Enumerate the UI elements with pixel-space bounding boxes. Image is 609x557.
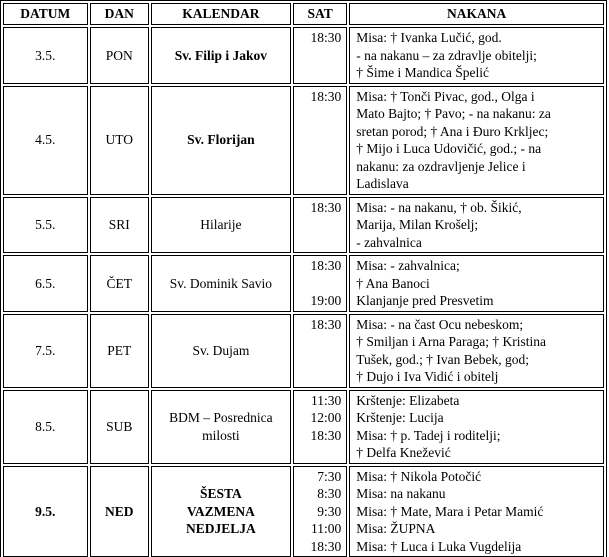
- cell-dan: [90, 255, 149, 312]
- cell-kalendar: [151, 466, 291, 557]
- cell-nakana-line: Misa: na nakanu: [356, 486, 446, 501]
- cell-dan: [90, 314, 149, 388]
- cell-dan: [90, 466, 149, 557]
- cell-kalendar: [151, 197, 291, 254]
- cell-datum-line: 3.5.: [35, 47, 56, 63]
- cell-nakana: [349, 314, 604, 388]
- cell-sat: [293, 466, 347, 557]
- cell-nakana-line: Misa: - zahvalnica;: [356, 258, 460, 273]
- cell-nakana-line: Misa: † Ivanka Lučić, god.: [356, 30, 502, 45]
- cell-kalendar: [151, 255, 291, 312]
- cell-datum: [3, 27, 88, 84]
- cell-sat: [293, 197, 347, 254]
- column-header-sat: SAT: [293, 3, 347, 25]
- cell-dan: [90, 390, 149, 464]
- cell-dan-line: SRI: [108, 217, 130, 232]
- cell-datum: [3, 86, 88, 195]
- cell-nakana-line: Krštenje: Lucija: [356, 410, 444, 425]
- cell-dan-line: ČET: [106, 275, 132, 291]
- table-row: [3, 255, 604, 312]
- cell-kalendar-line: VAZMENA: [186, 503, 255, 519]
- cell-sat-line: 18:30: [310, 427, 342, 443]
- cell-datum-line: 6.5.: [35, 275, 56, 291]
- cell-kalendar-line: Sv. Dujam: [192, 342, 250, 358]
- cell-sat-line: 18:30: [310, 199, 342, 215]
- column-header-dan: DAN: [90, 3, 149, 25]
- cell-kalendar-line: BDM – Posrednica: [169, 410, 273, 425]
- table-row: [3, 390, 604, 464]
- cell-nakana: [349, 27, 604, 84]
- cell-kalendar-line: ŠESTA: [200, 486, 242, 501]
- cell-datum-line: 4.5.: [35, 132, 56, 148]
- cell-sat-line: 18:30: [310, 316, 342, 332]
- cell-sat-line: 18:30: [310, 258, 342, 273]
- cell-nakana-line: Misa: - na nakanu, † ob. Šikić,: [356, 199, 522, 215]
- cell-datum-line: 5.5.: [35, 217, 56, 232]
- cell-sat-line: 19:00: [310, 293, 342, 308]
- cell-sat-line: 11:00: [311, 521, 342, 536]
- cell-nakana: [349, 197, 604, 254]
- cell-sat-line: 11:30: [311, 392, 342, 408]
- cell-dan-line: UTO: [105, 132, 134, 148]
- schedule-body: [3, 27, 604, 557]
- cell-sat-line: 12:00: [310, 410, 342, 425]
- cell-nakana: [349, 255, 604, 312]
- cell-kalendar: [151, 390, 291, 464]
- cell-nakana-line: Misa: † p. Tadej i roditelji;: [356, 427, 501, 443]
- cell-sat-line: 7:30: [317, 468, 342, 484]
- cell-nakana-line: Misa: ŽUPNA: [356, 521, 436, 536]
- cell-dan-line: NED: [105, 503, 134, 519]
- cell-datum: [3, 255, 88, 312]
- cell-sat-line: [294, 275, 341, 293]
- cell-nakana-line: † Mijo i Luca Udovičić, god.; - na: [356, 141, 542, 156]
- cell-nakana-line: † Smiljan i Arna Paraga; † Kristina: [356, 334, 546, 349]
- cell-sat-line: 18:30: [310, 30, 342, 45]
- cell-nakana: [349, 466, 604, 557]
- cell-kalendar-line: NEDJELJA: [186, 521, 256, 536]
- cell-datum: [3, 314, 88, 388]
- table-row: [3, 86, 604, 195]
- cell-kalendar: [151, 86, 291, 195]
- cell-datum-line: 9.5.: [35, 503, 56, 519]
- cell-kalendar: [151, 27, 291, 84]
- cell-sat-line: 9:30: [317, 503, 342, 519]
- cell-nakana: [349, 86, 604, 195]
- cell-nakana-line: Misa: - na čast Ocu nebeskom;: [356, 316, 524, 332]
- column-header-datum: DATUM: [3, 3, 88, 25]
- cell-dan: [90, 27, 149, 84]
- table-row: [3, 197, 604, 254]
- cell-nakana-line: Marija, Milan Krošelj;: [356, 217, 479, 232]
- cell-nakana-line: † Šime i Mandica Špelić: [356, 65, 489, 80]
- cell-dan-line: PON: [105, 47, 133, 63]
- table-row: [3, 314, 604, 388]
- cell-sat: [293, 86, 347, 195]
- cell-nakana-line: Mato Bajto; † Pavo; - na nakanu: za: [356, 106, 551, 121]
- cell-nakana-line: Ladislava: [356, 176, 409, 191]
- column-header-kalendar: KALENDAR: [151, 3, 291, 25]
- cell-nakana-line: - zahvalnica: [356, 234, 422, 250]
- cell-nakana-line: sretan porod; † Ana i Đuro Krkljec;: [356, 123, 549, 139]
- cell-sat-line: 18:30: [310, 538, 342, 554]
- cell-kalendar-line: Hilarije: [200, 217, 242, 232]
- cell-nakana-line: Misa: † Mate, Mara i Petar Mamić: [356, 503, 544, 519]
- column-header-nakana: NAKANA: [349, 3, 604, 25]
- cell-nakana: [349, 390, 604, 464]
- cell-sat: [293, 255, 347, 312]
- cell-nakana-line: - na nakanu – za zdravlje obitelji;: [356, 47, 537, 63]
- table-row: [3, 466, 604, 557]
- cell-nakana-line: nakanu: za ozdravljenje Jelice i: [356, 158, 526, 174]
- cell-datum: [3, 466, 88, 557]
- cell-sat: [293, 314, 347, 388]
- cell-nakana-line: † Delfa Knežević: [356, 445, 451, 460]
- cell-kalendar-line: Sv. Filip i Jakov: [174, 47, 268, 63]
- cell-nakana-line: Misa: † Tonči Pivac, god., Olga i: [356, 88, 535, 104]
- cell-sat: [293, 390, 347, 464]
- cell-nakana-line: † Ana Banoci: [356, 275, 430, 291]
- cell-dan-line: PET: [107, 342, 132, 358]
- cell-dan: [90, 197, 149, 254]
- cell-kalendar: [151, 314, 291, 388]
- cell-sat: [293, 27, 347, 84]
- cell-nakana-line: Tušek, god.; † Ivan Bebek, god;: [356, 351, 529, 367]
- cell-nakana-line: Klanjanje pred Presvetim: [356, 293, 494, 308]
- cell-datum-line: 8.5.: [35, 418, 56, 434]
- cell-sat-line: 8:30: [317, 486, 342, 501]
- cell-dan: [90, 86, 149, 195]
- cell-kalendar-line: Sv. Dominik Savio: [169, 275, 273, 291]
- cell-kalendar-line: Sv. Florijan: [187, 132, 255, 148]
- header-row: [3, 3, 604, 25]
- cell-sat-line: 18:30: [310, 88, 342, 104]
- cell-nakana-line: Misa: † Nikola Potočić: [356, 468, 482, 484]
- cell-datum: [3, 197, 88, 254]
- cell-nakana-line: Misa: † Luca i Luka Vugdelija: [356, 538, 522, 554]
- cell-datum: [3, 390, 88, 464]
- cell-nakana-line: † Dujo i Iva Vidić i obitelj: [356, 369, 499, 384]
- cell-datum-line: 7.5.: [35, 342, 56, 358]
- table-row: [3, 27, 604, 84]
- cell-kalendar-line: milosti: [202, 427, 240, 443]
- cell-dan-line: SUB: [106, 418, 133, 434]
- cell-nakana-line: Krštenje: Elizabeta: [356, 392, 460, 408]
